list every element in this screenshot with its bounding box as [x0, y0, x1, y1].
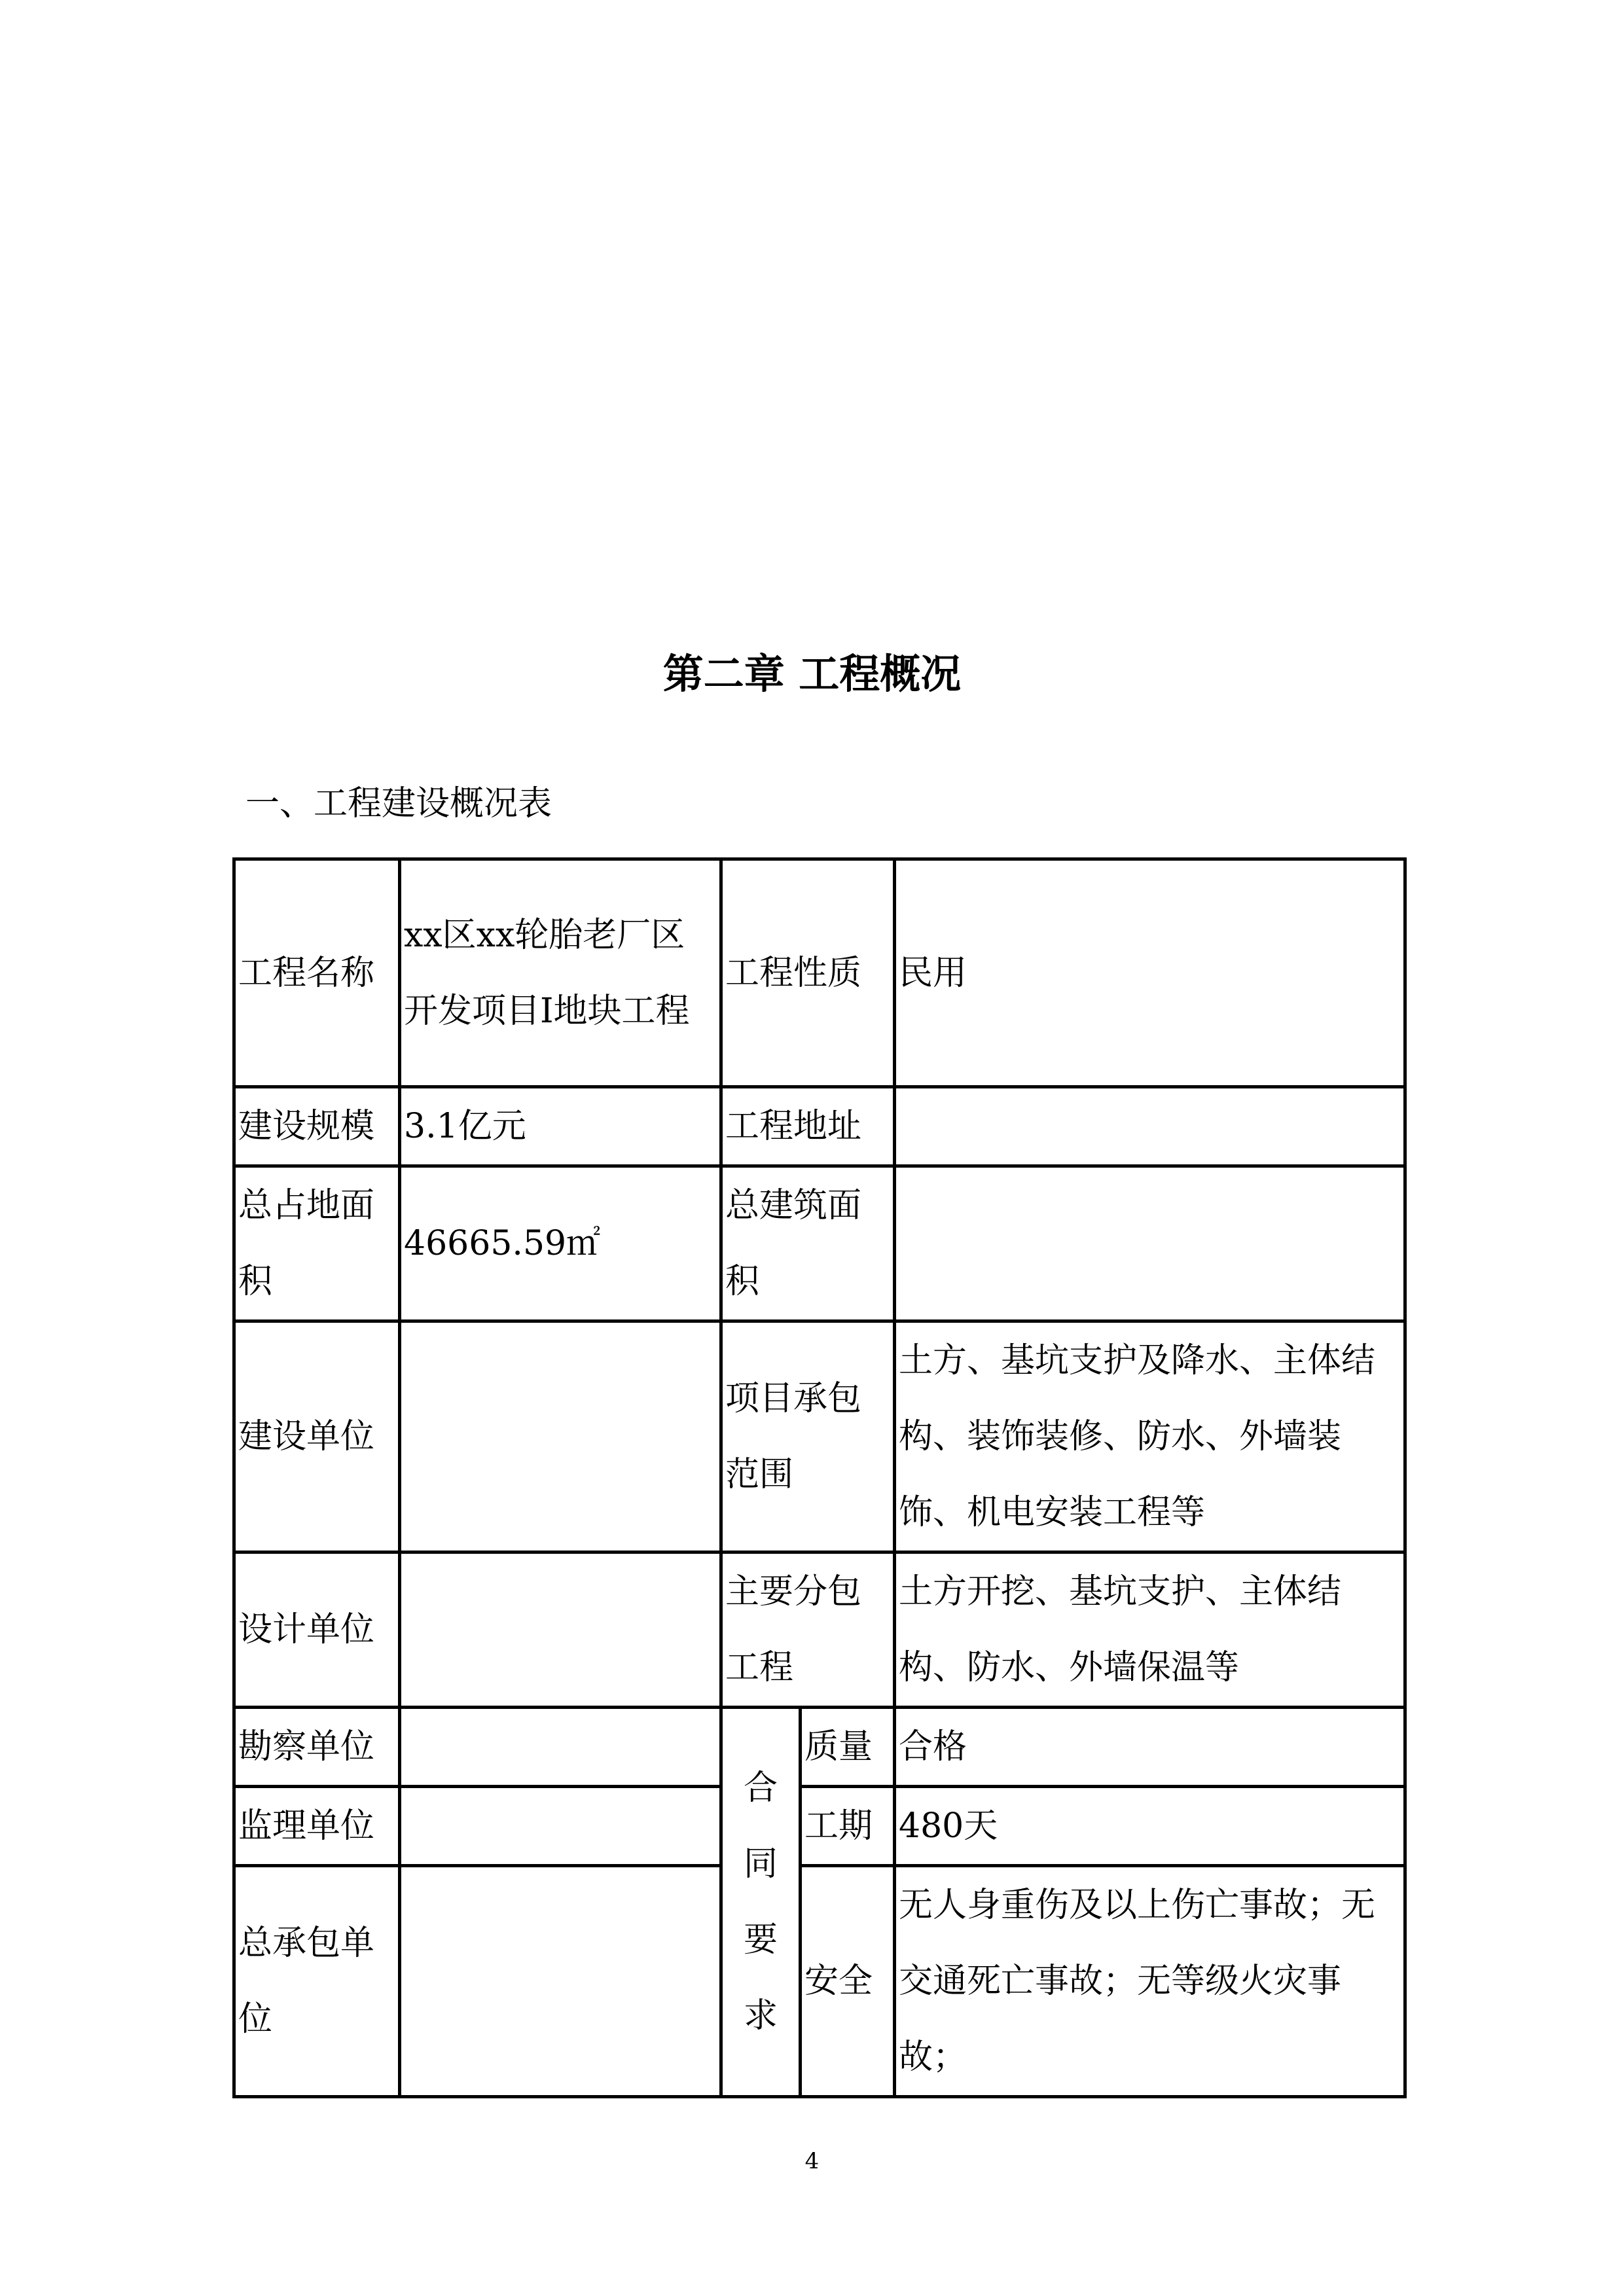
scale-value: 3.1亿元 — [400, 1087, 721, 1166]
chapter-title: 第二章 工程概况 — [662, 650, 962, 698]
survey-label: 勘察单位 — [234, 1708, 400, 1787]
contract-requirements-char: 同 — [743, 1844, 778, 1884]
table-row — [234, 1552, 1405, 1708]
supervision-value — [400, 1787, 721, 1866]
table-row — [234, 1321, 1405, 1552]
building-area-value — [895, 1166, 1405, 1321]
table-row — [234, 1787, 1405, 1866]
table-row — [234, 859, 1405, 1087]
nature-label: 工程性质 — [721, 859, 895, 1087]
duration-value: 480天 — [895, 1787, 1405, 1866]
contractor-value — [400, 1866, 721, 2097]
owner-value — [400, 1321, 721, 1552]
project-name-value: xx区xx轮胎老厂区开发项目I地块工程 — [400, 859, 721, 1087]
building-area-label: 总建筑面积 — [721, 1166, 895, 1321]
quality-value: 合格 — [895, 1708, 1405, 1787]
land-area-label: 总占地面积 — [234, 1166, 400, 1321]
table-row — [234, 1087, 1405, 1166]
contract-requirements-label — [721, 1708, 801, 2097]
project-overview-table — [232, 857, 1407, 2098]
quality-label: 质量 — [801, 1708, 895, 1787]
safety-value: 无人身重伤及以上伤亡事故；无交通死亡事故；无等级火灾事故； — [895, 1866, 1405, 2097]
scope-value: 土方、基坑支护及降水、主体结构、装饰装修、防水、外墙装饰、机电安装工程等 — [895, 1321, 1405, 1552]
project-name-label: 工程名称 — [234, 859, 400, 1087]
section-heading: 一、工程建设概况表 — [245, 784, 552, 823]
designer-value — [400, 1552, 721, 1708]
survey-value — [400, 1708, 721, 1787]
scale-label: 建设规模 — [234, 1087, 400, 1166]
designer-label: 设计单位 — [234, 1552, 400, 1708]
table-row — [234, 1708, 1405, 1787]
scope-label: 项目承包范围 — [721, 1321, 895, 1552]
address-value — [895, 1087, 1405, 1166]
nature-value: 民用 — [895, 859, 1405, 1087]
duration-label: 工期 — [801, 1787, 895, 1866]
table-row — [234, 1866, 1405, 2097]
subcontract-label: 主要分包工程 — [721, 1552, 895, 1708]
page-number: 4 — [804, 2148, 820, 2174]
contract-requirements-char: 求 — [743, 1996, 778, 2036]
table-row — [234, 1166, 1405, 1321]
safety-label: 安全 — [801, 1866, 895, 2097]
owner-label: 建设单位 — [234, 1321, 400, 1552]
land-area-value: 46665.59㎡ — [400, 1166, 721, 1321]
contract-requirements-char: 要 — [743, 1920, 778, 1960]
supervision-label: 监理单位 — [234, 1787, 400, 1866]
subcontract-value: 土方开挖、基坑支护、主体结构、防水、外墙保温等 — [895, 1552, 1405, 1708]
contract-requirements-char: 合 — [743, 1768, 778, 1808]
address-label: 工程地址 — [721, 1087, 895, 1166]
contractor-label: 总承包单位 — [234, 1866, 400, 2097]
